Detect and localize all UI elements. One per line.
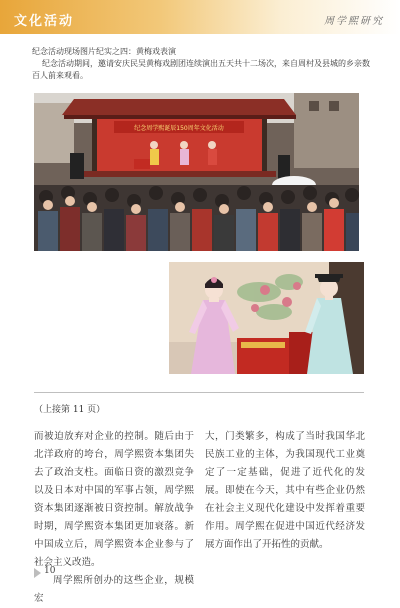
continued-from-label: （上接第 11 页） [34,405,106,415]
body-paragraph: 而被迫放弃对企业的控制。随后由于北洋政府的垮台，周学熙资本集团失去了政治支柱。面临日资的激烈竞争以及日本对中国的军事占领，周学熙资本集团逐渐被日资控制。解放战争时期，周学熙资本集团更加衰落。新中国成立后，周学熙资本企业参与了社会主义改造。 [34,431,194,568]
opera-performers-photo [169,262,364,374]
stage-audience-photo [34,93,359,251]
body-paragraph: 大，门类繁多，构成了当时我国华北民族工业的主体，为我国现代工业奠定了一定基础，促进了近代化的发展。即使在今天，其中有些企业仍然在社会主义现代化建设中发挥着重要作用。周学熙在促进中国近代经济发展方面作出了开拓性的贡献。 [205,431,365,550]
page-number: 10 [44,566,56,576]
page-marker-icon [34,568,41,578]
section-title: 文化活动 [14,14,75,29]
stage-banner: 纪念周学熙诞辰150周年文化活动 [134,125,224,132]
journal-title: 周学熙研究 [324,16,384,27]
caption-title: 纪念活动现场图片纪实之四：黄梅戏表演 [32,47,176,56]
body-column-left [34,428,194,608]
section-divider [34,392,364,393]
caption-text: 纪念活动期间，邀请安庆民吴黄梅戏剧团连续演出五天共十二场次，来自周村及县城的乡亲数百人前来观看。 [32,59,370,80]
photo-caption [32,46,376,82]
body-column-right [205,428,365,554]
opera-performers-illustration [169,262,364,374]
stage-audience-illustration [34,93,359,251]
body-paragraph: 周学熙所创办的这些企业，规模宏 [34,575,194,604]
